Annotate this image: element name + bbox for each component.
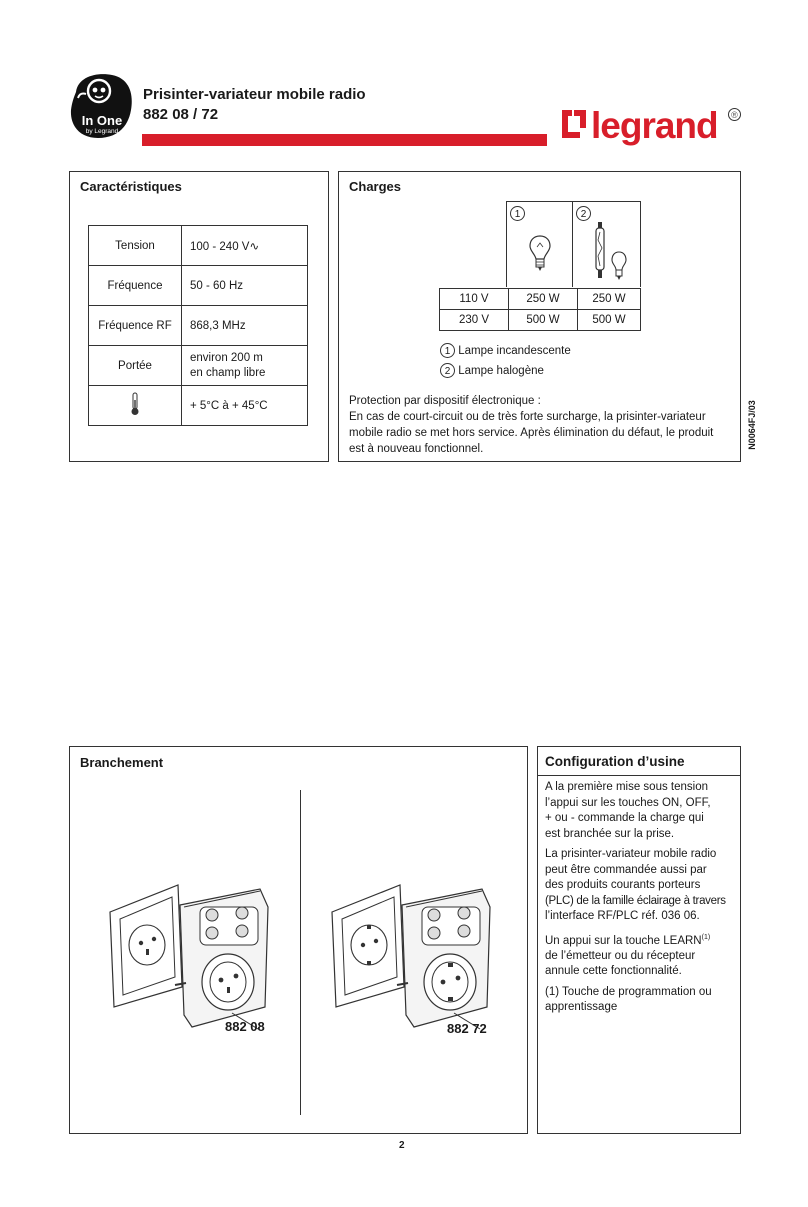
document-code: N0064FJ/03 xyxy=(747,400,757,450)
thermometer-cell xyxy=(89,386,182,426)
legrand-mark-icon xyxy=(560,106,588,142)
range-line-2: en champ libre xyxy=(190,366,266,379)
table-row xyxy=(89,346,308,386)
badge-subtitle: by Legrand xyxy=(85,128,119,135)
spec-value: 868,3 MHz xyxy=(182,306,308,346)
configuration-title: Configuration d’usine xyxy=(545,754,685,769)
header-red-bar xyxy=(142,134,547,146)
paragraph-4: (1) Touche de programmation ou apprentissage xyxy=(545,985,712,1014)
paragraph-1: A la première mise sous tension l’appui sur les touches ON, OFF, + ou - commande la charge qui est branchée sur la prise. xyxy=(545,781,711,840)
table-row xyxy=(89,306,308,346)
characteristics-table xyxy=(88,225,308,426)
badge-title: In One xyxy=(81,113,123,128)
table-row xyxy=(89,266,308,306)
divider-line xyxy=(300,790,301,1115)
reference-882-72: 882 72 xyxy=(447,1021,487,1036)
voltage-cell: 110 V xyxy=(440,289,509,310)
halogen-lamp-icon xyxy=(585,220,629,282)
lamp-header-2: 2 xyxy=(572,201,641,287)
table-row xyxy=(440,289,641,310)
product-title xyxy=(143,85,366,125)
spec-value: + 5°C à + 45°C xyxy=(182,386,308,426)
spec-value: 100 - 240 V∿ xyxy=(182,226,308,266)
voltage-cell: 230 V xyxy=(440,310,509,331)
spec-label: Fréquence xyxy=(89,266,182,306)
load-cell: 500 W xyxy=(509,310,578,331)
lamp-legend xyxy=(440,343,571,379)
incandescent-lamp-icon xyxy=(528,234,552,274)
characteristics-panel xyxy=(69,171,329,462)
charges-title: Charges xyxy=(349,179,402,194)
legend-item: 2 Lampe halogène xyxy=(440,363,571,379)
legrand-wordmark: legrand xyxy=(591,105,718,146)
spec-label: Portée xyxy=(89,346,182,386)
configuration-panel xyxy=(537,746,741,1134)
spec-label: Tension xyxy=(89,226,182,266)
thermometer-icon xyxy=(130,392,140,416)
paragraph-2: La prisinter-variateur mobile radio peut être commandée aussi par des produits courants porteurs (PLC) de la famille éclairage à travers l’interface RF/PLC réf. 036 06. xyxy=(545,848,726,922)
characteristics-title: Caractéristiques xyxy=(80,179,182,194)
product-name: Prisinter-variateur mobile radio xyxy=(143,86,366,103)
spec-value: 50 - 60 Hz xyxy=(182,266,308,306)
registered-mark: ® xyxy=(728,107,741,121)
load-cell: 500 W xyxy=(578,310,641,331)
branchement-panel xyxy=(69,746,528,1134)
table-row xyxy=(89,226,308,266)
spec-label: Fréquence RF xyxy=(89,306,182,346)
spec-value xyxy=(182,346,308,386)
legend-item: 1 Lampe incandescente xyxy=(440,343,571,359)
load-cell: 250 W xyxy=(578,289,641,310)
charges-panel xyxy=(338,171,741,462)
table-row xyxy=(89,386,308,426)
configuration-title-rule xyxy=(538,775,740,776)
load-cell: 250 W xyxy=(509,289,578,310)
lamp-header-1: 1 xyxy=(506,201,573,287)
charges-table xyxy=(439,288,641,331)
product-reference: 882 08 / 72 xyxy=(143,106,219,123)
table-row xyxy=(440,310,641,331)
paragraph-3: Un appui sur la touche LEARN$^{(1)}$ de l’émetteur ou du récepteur annule cette fonctionnalité. xyxy=(545,933,711,978)
range-line-1: environ 200 m xyxy=(190,351,263,364)
reference-882-08: 882 08 xyxy=(225,1019,265,1034)
configuration-text xyxy=(545,780,739,1021)
legrand-logo-mark xyxy=(560,106,588,147)
branchement-title: Branchement xyxy=(80,755,164,770)
protection-text: Protection par dispositif électronique : En cas de court-circuit ou de très forte surcharge, la prisinter-variateur mobile radio se met hors service. Après élimination du défaut, le produit est à nouveau fonctionnel. xyxy=(349,395,714,455)
page-number: 2 xyxy=(399,1140,405,1151)
